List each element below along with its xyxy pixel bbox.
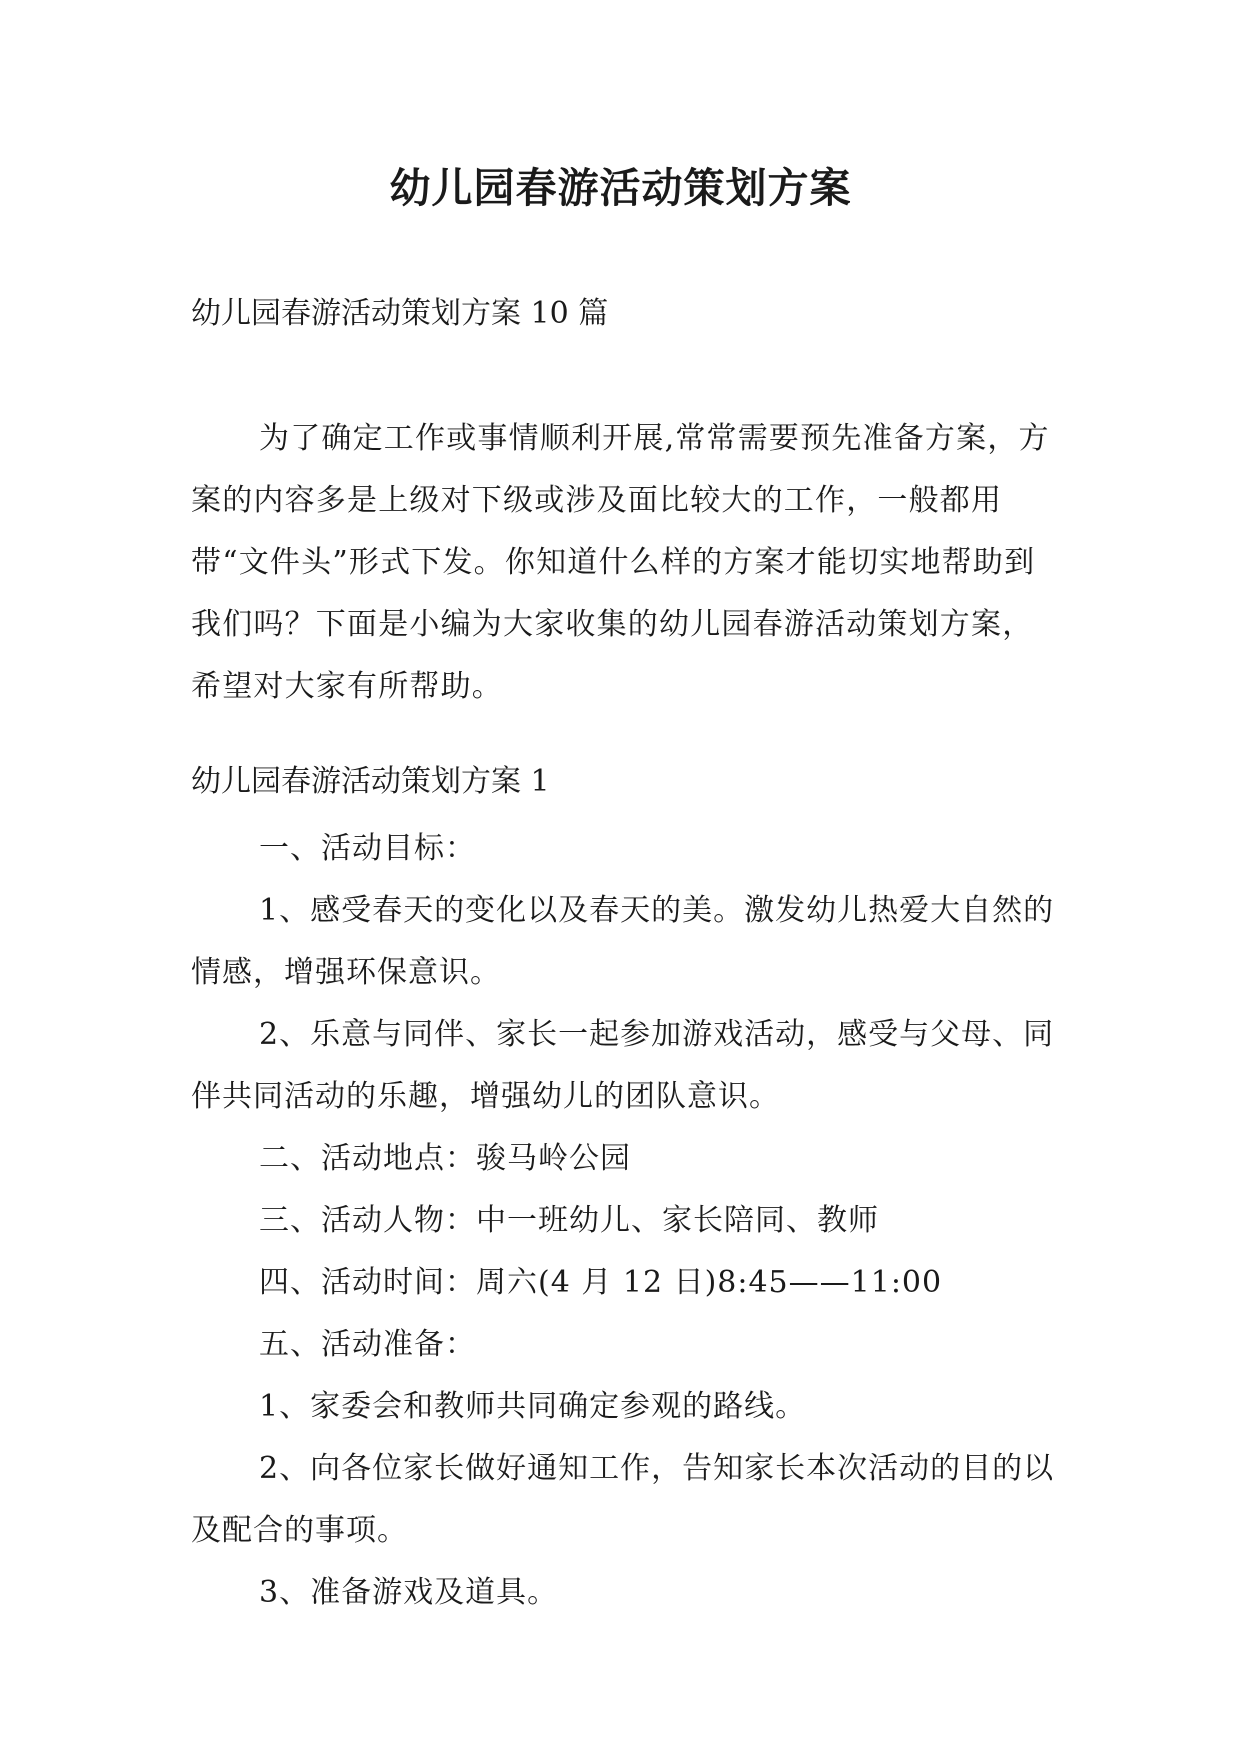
paragraph: 一、活动目标： — [259, 831, 476, 866]
document-title: 幼儿园春游活动策划方案 — [389, 164, 852, 212]
document-subtitle: 幼儿园春游活动策划方案 10 篇 — [191, 296, 609, 331]
section-body — [191, 818, 1071, 1624]
intro-paragraph: 为了确定工作或事情顺利开展,常常需要预先准备方案，方案的内容多是上级对下级或涉及面比较大的工作，一般都用带“文件头”形式下发。你知道什么样的方案才能切实地帮助到我们吗？下面是小编为大家收集的幼儿园春游活动策划方案，希望对大家有所帮助。 — [191, 421, 1050, 704]
section-heading: 幼儿园春游活动策划方案 1 — [191, 764, 550, 799]
paragraph: 1、感受春天的变化以及春天的美。激发幼儿热爱大自然的情感，增强环保意识。 — [191, 893, 1055, 990]
paragraph: 四、活动时间：周六(4 月 12 日)8:45——11:00 — [259, 1265, 943, 1300]
paragraph: 1、家委会和教师共同确定参观的路线。 — [259, 1389, 807, 1424]
paragraph: 三、活动人物：中一班幼儿、家长陪同、教师 — [259, 1203, 879, 1238]
paragraph: 2、乐意与同伴、家长一起参加游戏活动，感受与父母、同伴共同活动的乐趣，增强幼儿的团队意识。 — [191, 1017, 1055, 1114]
paragraph: 五、活动准备： — [259, 1327, 476, 1362]
paragraph: 3、准备游戏及道具。 — [259, 1575, 559, 1610]
paragraph: 2、向各位家长做好通知工作，告知家长本次活动的目的以及配合的事项。 — [191, 1451, 1055, 1548]
paragraph: 二、活动地点：骏马岭公园 — [259, 1141, 631, 1176]
